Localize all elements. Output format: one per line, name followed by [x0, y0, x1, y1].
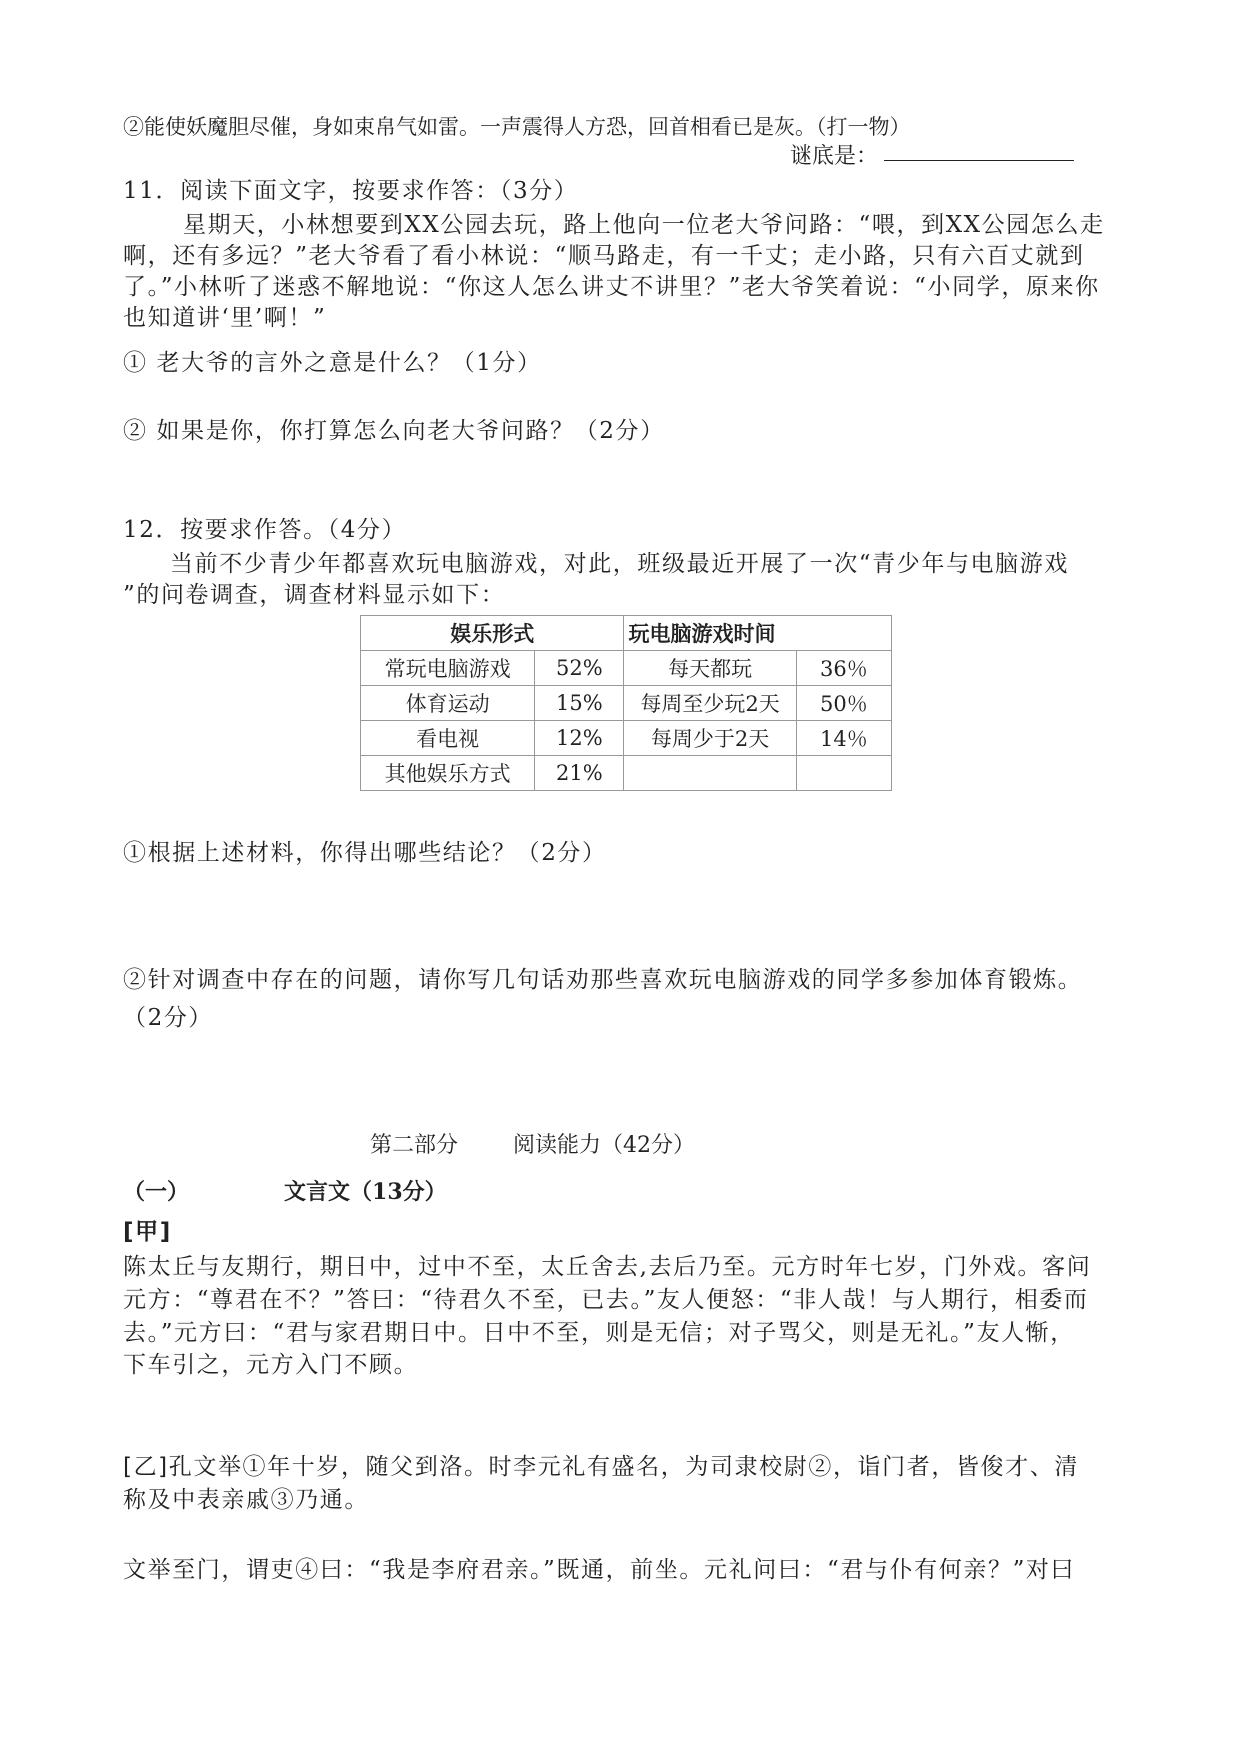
passage-yi-line-3: 文举至门，谓吏④曰：“我是李府君亲。”既通，前坐。元礼问曰：“君与仆有何亲？”对曰	[123, 1557, 1076, 1583]
table-cell: 体育运动	[361, 686, 535, 721]
table-row	[361, 721, 892, 756]
q12-intro-line-2: ”的问卷调查，调查材料显示如下：	[123, 582, 506, 608]
table-row	[361, 651, 892, 686]
table-cell: 50％	[796, 686, 891, 721]
q11-sub-question-2: ② 如果是你，你打算怎么向老大爷问路？（2分）	[123, 418, 665, 444]
q11-title: 11．阅读下面文字，按要求作答：（3分）	[123, 178, 579, 204]
table-cell: 21%	[535, 756, 624, 791]
q12-sub-question-2-score: （2分）	[123, 1005, 214, 1031]
q12-sub-question-1: ①根据上述材料，你得出哪些结论？（2分）	[123, 840, 607, 866]
table-cell: 每周至少玩2天	[624, 686, 796, 721]
table-cell: 每天都玩	[624, 651, 796, 686]
passage-jia-line-3: 去。”元方曰：“君与家君期日中。日中不至，则是无信；对子骂父，则是无礼。”友人惭，	[123, 1320, 1075, 1346]
table-cell: 15%	[535, 686, 624, 721]
passage-yi-line-2: 称及中表亲戚③乃通。	[123, 1487, 369, 1513]
table-cell: 12%	[535, 721, 624, 756]
table-cell: 看电视	[361, 721, 535, 756]
part-two-title: 阅读能力（42分）	[513, 1133, 696, 1158]
q11-passage-line-2: 啊，还有多远？”老大爷看了看小林说：“顺马路走，有一千丈；走小路，只有六百丈就到	[123, 243, 1085, 269]
part-two-label: 第二部分	[370, 1133, 459, 1158]
table-cell: 其他娱乐方式	[361, 756, 535, 791]
riddle-answer	[790, 142, 1074, 172]
survey-header-row	[361, 616, 892, 651]
passage-jia-line-2: 元方：“尊君在不？”答曰：“待君久不至，已去。”友人便怒：“非人哉！与人期行，相委而	[123, 1287, 1089, 1313]
section-one-heading	[123, 1177, 447, 1207]
passage-jia-line-4: 下车引之，元方入门不顾。	[123, 1352, 419, 1378]
table-cell: 每周少于2天	[624, 721, 796, 756]
survey-header-game-time: 玩电脑游戏时间	[624, 616, 892, 651]
table-cell	[624, 756, 796, 791]
part-two-heading	[370, 1131, 695, 1161]
passage-yi-line-1	[123, 1452, 1079, 1482]
table-row	[361, 686, 892, 721]
table-cell: 常玩电脑游戏	[361, 651, 535, 686]
survey-header-entertainment: 娱乐形式	[361, 616, 624, 651]
table-row	[361, 756, 892, 791]
table-cell: 14％	[796, 721, 891, 756]
passage-yi-text-1: 孔文举①年十岁，随父到洛。时李元礼有盛名，为司隶校尉②，诣门者，皆俊才、清	[168, 1454, 1079, 1480]
passage-jia-line-1: 陈太丘与友期行，期日中，过中不至，太丘舍去,去后乃至。元方时年七岁，门外戏。客问	[123, 1254, 1092, 1280]
q12-sub-question-2: ②针对调查中存在的问题，请你写几句话劝那些喜欢玩电脑游戏的同学多参加体育锻炼。	[123, 967, 1083, 993]
table-cell	[796, 756, 891, 791]
riddle-answer-blank[interactable]	[884, 146, 1074, 161]
q12-title: 12．按要求作答。（4分）	[123, 517, 407, 543]
q11-passage-line-3: 了。”小林听了迷惑不解地说：“你这人怎么讲丈不讲里？”老大爷笑着说：“小同学，原来你	[123, 274, 1100, 300]
table-cell: 52%	[535, 651, 624, 686]
survey-table	[360, 615, 892, 791]
passage-yi-label: [乙]	[123, 1454, 169, 1480]
riddle-answer-label: 谜底是：	[790, 144, 879, 169]
section-one-title: 文言文（13分）	[284, 1179, 447, 1205]
passage-jia-label: [甲]	[123, 1219, 172, 1245]
q11-sub-question-1: ① 老大爷的言外之意是什么？（1分）	[123, 350, 542, 376]
table-cell: 36％	[796, 651, 891, 686]
section-one-number: （一）	[123, 1179, 190, 1205]
q12-intro-line-1: 当前不少青少年都喜欢玩电脑游戏，对此，班级最近开展了一次“青少年与电脑游戏	[170, 551, 1069, 577]
riddle-line: ②能使妖魔胆尽催，身如束帛气如雷。一声震得人方恐，回首相看已是灰。（打一物）	[123, 115, 911, 139]
q11-passage-line-4: 也知道讲‘里’啊！”	[123, 305, 327, 331]
q11-passage-line-1: 星期天，小林想要到XX公园去玩，路上他向一位老大爷问路：“喂，到XX公园怎么走	[183, 212, 1105, 238]
